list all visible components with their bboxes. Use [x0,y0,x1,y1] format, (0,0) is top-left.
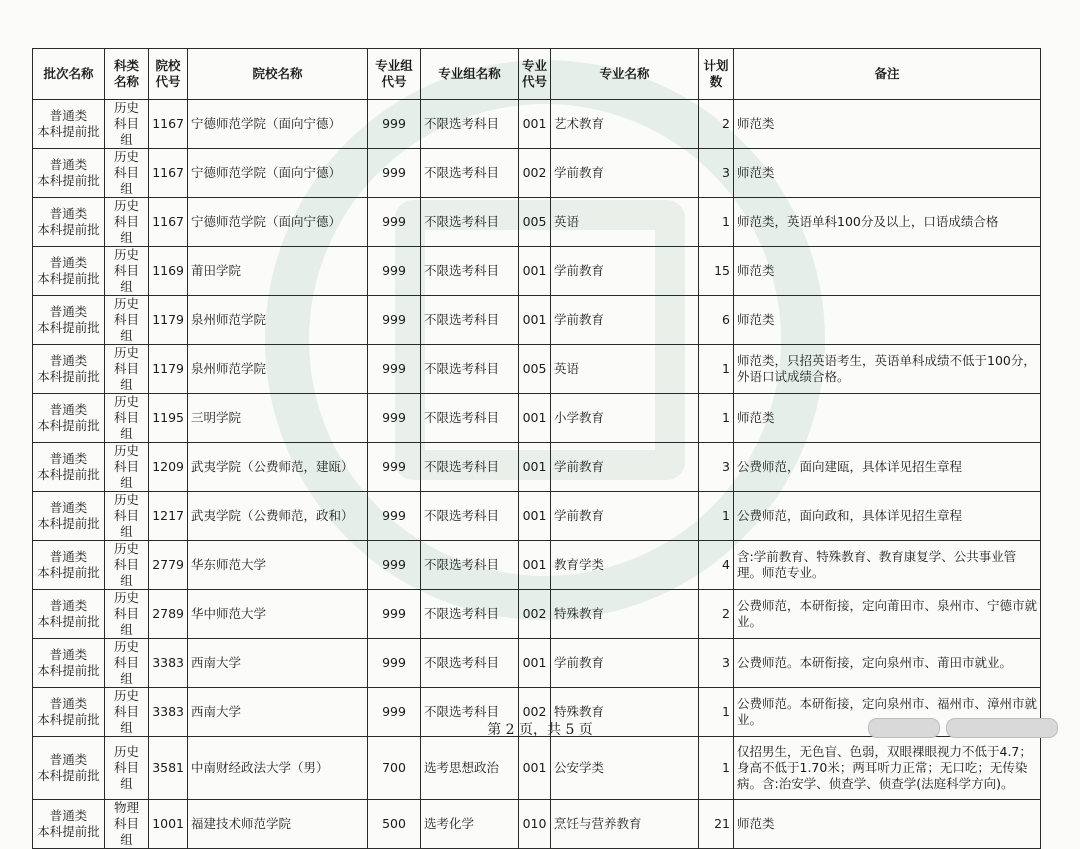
group-code-cell: 500 [368,800,421,849]
note-cell: 公费师范，面向政和，具体详见招生章程 [734,492,1041,541]
subject-cell-line: 科目组 [113,361,139,392]
group-code-cell: 999 [368,688,421,737]
major-code-cell: 002 [519,149,551,198]
batch-cell [33,590,105,639]
group-code-cell: 999 [368,590,421,639]
major-code-cell: 001 [519,541,551,590]
table-row [33,639,1041,688]
subject-cell [105,492,149,541]
subject-cell-line: 历史 [113,639,139,654]
subject-cell-line: 历史 [113,541,139,556]
plan-cell: 1 [699,345,734,394]
note-cell: 公费师范。本研衔接，定向泉州市、莆田市就业。 [734,639,1041,688]
school-code-cell: 1001 [149,800,188,849]
school-code-cell: 1209 [149,443,188,492]
major-cell: 英语 [551,198,699,247]
batch-cell [33,149,105,198]
group-cell: 选考思想政治 [421,737,519,800]
school-code-cell: 1195 [149,394,188,443]
batch-cell-line: 普通类 [49,598,88,613]
group-cell: 不限选考科目 [421,198,519,247]
school-cell: 泉州师范学院 [188,345,368,394]
note-cell: 师范类 [734,149,1041,198]
major-code-cell: 001 [519,492,551,541]
subject-cell-line: 科目组 [113,214,139,245]
batch-cell-line: 本科提前批 [37,173,100,188]
batch-cell-line: 普通类 [49,304,88,319]
major-cell: 烹饪与营养教育 [551,800,699,849]
school-code-cell: 2779 [149,541,188,590]
batch-cell-line: 本科提前批 [37,712,100,727]
subject-cell-line: 历史 [113,744,139,759]
batch-cell-line: 本科提前批 [37,663,100,678]
table-row [33,296,1041,345]
batch-cell-line: 本科提前批 [37,271,100,286]
batch-cell-line: 本科提前批 [37,614,100,629]
school-cell: 武夷学院（公费师范，政和） [188,492,368,541]
subject-cell [105,737,149,800]
plan-cell: 1 [699,737,734,800]
major-code-cell: 002 [519,590,551,639]
school-code-cell: 1179 [149,345,188,394]
school-cell: 莆田学院 [188,247,368,296]
subject-cell-line: 历史 [113,149,139,164]
subject-cell [105,149,149,198]
batch-cell [33,492,105,541]
batch-cell-line: 普通类 [49,206,88,221]
school-cell: 西南大学 [188,688,368,737]
school-cell: 宁德师范学院（面向宁德） [188,100,368,149]
school-code-cell: 1167 [149,198,188,247]
header-batch: 批次名称 [33,49,105,100]
major-code-cell: 005 [519,345,551,394]
subject-cell [105,541,149,590]
note-cell: 含:学前教育、特殊教育、教育康复学、公共事业管理。师范专业。 [734,541,1041,590]
batch-cell [33,296,105,345]
group-cell: 不限选考科目 [421,443,519,492]
major-cell: 学前教育 [551,149,699,198]
plan-cell: 3 [699,639,734,688]
batch-cell-line: 普通类 [49,549,88,564]
group-code-cell: 999 [368,149,421,198]
major-code-cell: 001 [519,100,551,149]
table-row [33,443,1041,492]
batch-cell-line: 本科提前批 [37,516,100,531]
header-school: 院校名称 [188,49,368,100]
subject-cell-line: 物理 [113,800,139,815]
table-header-row [33,49,1041,100]
major-code-cell: 001 [519,639,551,688]
batch-cell-line: 本科提前批 [37,222,100,237]
header-plan: 计划数 [699,49,734,100]
header-subject: 科类名称 [105,49,149,100]
group-cell: 不限选考科目 [421,100,519,149]
plan-cell: 1 [699,688,734,737]
subject-cell-line: 历史 [113,345,139,360]
plan-cell: 21 [699,800,734,849]
group-cell: 不限选考科目 [421,296,519,345]
subject-cell-line: 科目组 [113,165,139,196]
header-group: 专业组名称 [421,49,519,100]
major-cell: 学前教育 [551,443,699,492]
subject-cell-line: 科目组 [113,655,139,686]
note-cell: 师范类，只招英语考生，英语单科成绩不低于100分，外语口试成绩合格。 [734,345,1041,394]
batch-cell-line: 普通类 [49,402,88,417]
major-cell: 艺术教育 [551,100,699,149]
batch-cell-line: 普通类 [49,500,88,515]
subject-cell-line: 科目组 [113,459,139,490]
group-code-cell: 700 [368,737,421,800]
batch-cell-line: 本科提前批 [37,320,100,335]
plan-cell: 2 [699,590,734,639]
header-note: 备注 [734,49,1041,100]
subject-cell-line: 历史 [113,296,139,311]
major-cell: 特殊教育 [551,590,699,639]
major-cell: 学前教育 [551,296,699,345]
subject-cell-line: 科目组 [113,816,139,847]
school-code-cell: 1179 [149,296,188,345]
school-cell: 华东师范大学 [188,541,368,590]
major-code-cell: 001 [519,247,551,296]
subject-cell-line: 科目组 [113,557,139,588]
school-code-cell: 3383 [149,688,188,737]
school-cell: 三明学院 [188,394,368,443]
subject-cell-line: 科目组 [113,116,139,147]
major-code-cell: 001 [519,737,551,800]
batch-cell [33,198,105,247]
header-major: 专业名称 [551,49,699,100]
group-code-cell: 999 [368,198,421,247]
batch-cell-line: 本科提前批 [37,418,100,433]
major-code-cell: 002 [519,688,551,737]
subject-cell-line: 历史 [113,100,139,115]
batch-cell-line: 本科提前批 [37,565,100,580]
batch-cell-line: 普通类 [49,108,88,123]
note-cell: 公费师范，本研衔接，定向莆田市、泉州市、宁德市就业。 [734,590,1041,639]
batch-cell [33,100,105,149]
header-school-code: 院校代号 [149,49,188,100]
subject-cell-line: 科目组 [113,760,139,791]
batch-cell-line: 本科提前批 [37,369,100,384]
batch-cell [33,443,105,492]
batch-cell-line: 普通类 [49,353,88,368]
school-cell: 宁德师范学院（面向宁德） [188,198,368,247]
batch-cell-line: 普通类 [49,255,88,270]
plan-cell: 3 [699,443,734,492]
batch-cell-line: 普通类 [49,647,88,662]
batch-cell [33,737,105,800]
table-row [33,541,1041,590]
group-code-cell: 999 [368,247,421,296]
table-row [33,100,1041,149]
school-cell: 中南财经政法大学（男） [188,737,368,800]
subject-cell [105,100,149,149]
batch-cell [33,800,105,849]
group-code-cell: 999 [368,443,421,492]
watermark-logo-icon [868,718,940,738]
school-cell: 华中师范大学 [188,590,368,639]
plan-cell: 1 [699,492,734,541]
header-group-code: 专业组代号 [368,49,421,100]
group-cell: 不限选考科目 [421,345,519,394]
group-code-cell: 999 [368,394,421,443]
plan-cell: 1 [699,198,734,247]
subject-cell-line: 历史 [113,590,139,605]
plan-cell: 6 [699,296,734,345]
group-cell: 不限选考科目 [421,394,519,443]
table-row [33,492,1041,541]
subject-cell [105,590,149,639]
table-row [33,800,1041,849]
group-code-cell: 999 [368,296,421,345]
batch-cell [33,247,105,296]
subject-cell-line: 科目组 [113,704,139,735]
school-code-cell: 3383 [149,639,188,688]
batch-cell [33,541,105,590]
group-code-cell: 999 [368,100,421,149]
major-code-cell: 001 [519,443,551,492]
major-code-cell: 001 [519,296,551,345]
subject-cell-line: 历史 [113,247,139,262]
school-code-cell: 3581 [149,737,188,800]
subject-cell-line: 历史 [113,198,139,213]
major-cell: 教育学类 [551,541,699,590]
major-cell: 特殊教育 [551,688,699,737]
major-cell: 小学教育 [551,394,699,443]
table-row [33,345,1041,394]
subject-cell-line: 科目组 [113,410,139,441]
batch-cell-line: 本科提前批 [37,467,100,482]
major-cell: 公安学类 [551,737,699,800]
group-code-cell: 999 [368,345,421,394]
subject-cell-line: 历史 [113,492,139,507]
school-code-cell: 1169 [149,247,188,296]
note-cell: 师范类，英语单科100分及以上，口语成绩合格 [734,198,1041,247]
school-cell: 泉州师范学院 [188,296,368,345]
batch-cell-line: 本科提前批 [37,124,100,139]
plan-cell: 3 [699,149,734,198]
note-cell: 师范类 [734,100,1041,149]
plan-cell: 4 [699,541,734,590]
subject-cell-line: 科目组 [113,312,139,343]
group-cell: 不限选考科目 [421,639,519,688]
batch-cell-line: 普通类 [49,752,88,767]
major-code-cell: 010 [519,800,551,849]
batch-cell-line: 普通类 [49,808,88,823]
school-cell: 福建技术师范学院 [188,800,368,849]
school-code-cell: 1167 [149,149,188,198]
subject-cell-line: 科目组 [113,263,139,294]
group-cell: 不限选考科目 [421,541,519,590]
major-cell: 学前教育 [551,639,699,688]
group-cell: 不限选考科目 [421,492,519,541]
subject-cell [105,394,149,443]
group-code-cell: 999 [368,541,421,590]
group-cell: 不限选考科目 [421,688,519,737]
subject-cell-line: 历史 [113,443,139,458]
note-cell: 师范类 [734,247,1041,296]
plan-cell: 2 [699,100,734,149]
major-cell: 学前教育 [551,247,699,296]
group-cell: 选考化学 [421,800,519,849]
subject-cell [105,247,149,296]
subject-cell-line: 历史 [113,688,139,703]
batch-cell-line: 普通类 [49,451,88,466]
major-code-cell: 001 [519,394,551,443]
subject-cell-line: 科目组 [113,508,139,539]
page-footer: 第 2 页，共 5 页 [487,722,593,738]
table-row [33,394,1041,443]
major-cell: 学前教育 [551,492,699,541]
note-cell: 仅招男生，无色盲、色弱，双眼裸眼视力不低于4.7；身高不低于1.70米；两耳听力正常；无口吃；无传染病。含:治安学、侦查学、侦查学(法庭科学方向)。 [734,737,1041,800]
source-watermark [868,717,1058,739]
group-code-cell: 999 [368,639,421,688]
subject-cell [105,198,149,247]
plan-cell: 1 [699,394,734,443]
subject-cell [105,296,149,345]
note-cell: 师范类 [734,800,1041,849]
group-cell: 不限选考科目 [421,590,519,639]
group-cell: 不限选考科目 [421,247,519,296]
subject-cell [105,345,149,394]
school-code-cell: 1217 [149,492,188,541]
batch-cell-line: 普通类 [49,696,88,711]
watermark-logo-icon [946,718,1058,738]
group-cell: 不限选考科目 [421,149,519,198]
plan-cell: 15 [699,247,734,296]
batch-cell-line: 本科提前批 [37,824,100,839]
table-row [33,149,1041,198]
header-major-code: 专业代号 [519,49,551,100]
school-cell: 武夷学院（公费师范，建瓯） [188,443,368,492]
batch-cell [33,639,105,688]
subject-cell [105,800,149,849]
table-row [33,590,1041,639]
note-cell: 公费师范。本研衔接，定向泉州市、福州市、漳州市就业。 [734,688,1041,737]
table-row [33,737,1041,800]
note-cell: 师范类 [734,296,1041,345]
school-cell: 宁德师范学院（面向宁德） [188,149,368,198]
batch-cell [33,394,105,443]
batch-cell-line: 普通类 [49,157,88,172]
subject-cell-line: 科目组 [113,606,139,637]
major-cell: 英语 [551,345,699,394]
subject-cell [105,443,149,492]
table-row [33,247,1041,296]
subject-cell-line: 历史 [113,394,139,409]
batch-cell-line: 本科提前批 [37,768,100,783]
table-row [33,198,1041,247]
major-code-cell: 005 [519,198,551,247]
note-cell: 公费师范，面向建瓯，具体详见招生章程 [734,443,1041,492]
group-code-cell: 999 [368,492,421,541]
school-cell: 西南大学 [188,639,368,688]
school-code-cell: 1167 [149,100,188,149]
note-cell: 师范类 [734,394,1041,443]
batch-cell [33,345,105,394]
school-code-cell: 2789 [149,590,188,639]
subject-cell [105,639,149,688]
